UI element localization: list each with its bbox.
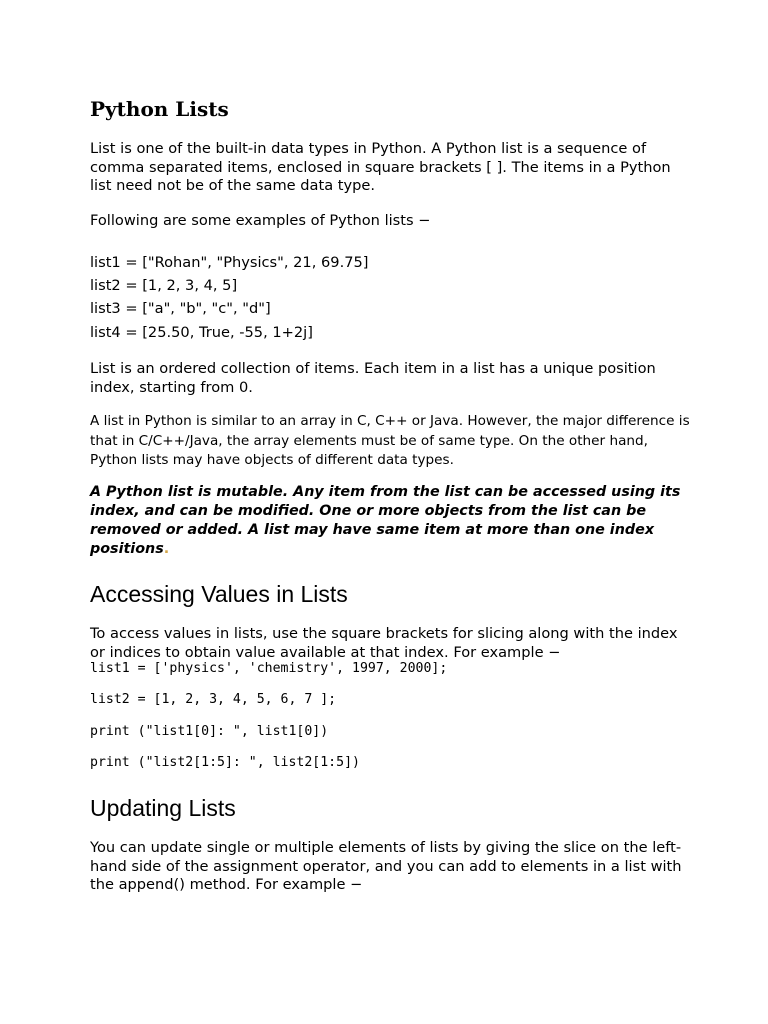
- examples-intro-paragraph: Following are some examples of Python lists −: [90, 212, 431, 229]
- code-line: print ("list1[0]: ", list1[0]): [90, 724, 329, 739]
- code-line: list1 = ['physics', 'chemistry', 1997, 2000];: [90, 661, 448, 676]
- accessing-paragraph: To access values in lists, use the square brackets for slicing along with the index or indices to obtain value available at that index. For example −: [90, 625, 678, 661]
- mutable-paragraph: [90, 483, 690, 559]
- updating-paragraph: You can update single or multiple elements of lists by giving the slice on the left-hand side of the assignment operator, and you can add to elements in a list with the append() method. For example −: [90, 839, 682, 893]
- example-line: list4 = [25.50, True, -55, 1+2j]: [90, 324, 313, 341]
- updating-heading: Updating Lists: [90, 795, 236, 821]
- ordered-paragraph: List is an ordered collection of items. Each item in a list has a unique position index, starting from 0.: [90, 360, 656, 396]
- intro-paragraph: List is one of the built-in data types in Python. A Python list is a sequence of comma separated items, enclosed in square brackets [ ]. The items in a Python list need not be of the same data type.: [90, 140, 671, 194]
- example-line: list2 = [1, 2, 3, 4, 5]: [90, 277, 238, 294]
- array-compare-paragraph: A list in Python is similar to an array in C, C++ or Java. However, the major difference is that in C/C++/Java, the array elements must be of same type. On the other hand, Python lists may have objects of different data types.: [90, 413, 690, 468]
- code-line: print ("list2[1:5]: ", list2[1:5]): [90, 755, 360, 770]
- mutable-period: .: [163, 541, 170, 557]
- mutable-text: A Python list is mutable. Any item from the list can be accessed using its index, and can be modified. One or more objects from the list can be removed or added. A list may have same item at more than one index positions: [90, 484, 681, 557]
- accessing-heading: Accessing Values in Lists: [90, 581, 348, 607]
- example-line: list3 = ["a", "b", "c", "d"]: [90, 300, 271, 317]
- page-title: Python Lists: [90, 97, 229, 121]
- example-line: list1 = ["Rohan", "Physics", 21, 69.75]: [90, 254, 369, 271]
- code-line: list2 = [1, 2, 3, 4, 5, 6, 7 ];: [90, 692, 337, 707]
